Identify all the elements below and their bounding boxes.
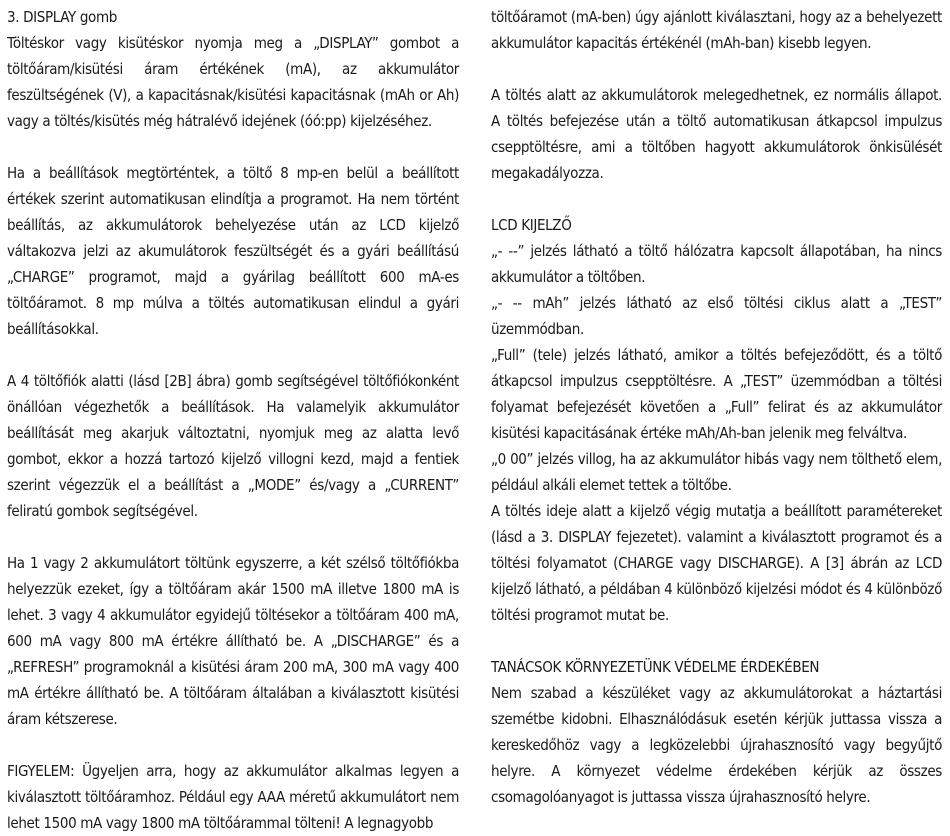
lcd-indicator-test-mode: „- -- mAh” jelzés látható az első töltési ciklus alatt a „TEST” üzemmódban.	[491, 294, 942, 338]
paragraph-auto-start: Ha a beállítások megtörténtek, a töltő 8 mp-en belül a beállított értékek szerint automatikusan elindítja a programot. Ha nem történt beállítás, az akkumulátorok behelyezése után az LCD kijelző váltakozva jelzi az akumulátorok feszültségét és a gyári beállítású „CHARGE” programot, majd a gyárilag beállított 600 mA-es töltőáramot. 8 mp múlva a töltés automatikusan elindul a gyári beállításokkal.	[7, 164, 459, 338]
lcd-indicator-full: „Full” (tele) jelzés látható, amikor a töltés befejeződött, és a töltő átkapcsol impulzus csepptöltésre. A „TEST” üzemmódban a töltési folyamat befejezését követően a „Full” felirat és az akkumulátor kisütési kapacitásának értéke mAh/Ah-ban jelenik meg felváltva.	[491, 346, 942, 442]
paragraph-gap	[7, 524, 459, 550]
section-heading-environment: TANÁCSOK KÖRNYEZETÜNK VÉDELME ÉRDEKÉBEN	[491, 658, 820, 676]
right-column	[491, 4, 942, 810]
paragraph-gap	[491, 56, 942, 82]
paragraph-charge-currents: Ha 1 vagy 2 akkumulátort töltünk egyszerre, a két szélső töltőfiókba helyezzük ezeket, így a töltőáram akár 1500 mA illetve 1800 mA is lehet. 3 vagy 4 akkumulátor egyidejű töltésekor a töltőáram 400 mA, 600 mA vagy 800 mA értékre állítható be. A „DISCHARGE” és a „REFRESH” programoknál a kisütési áram 200 mA, 300 mA vagy 400 mA értékre állítható be. A töltőáram általában a kiválasztott kisütési áram kétszerese.	[7, 554, 459, 728]
paragraph-gap	[491, 628, 942, 654]
paragraph-heating-trickle: A töltés alatt az akkumulátorok melegedhetnek, ez normális állapot. A töltés befejezése után a töltő automatikusan átkapcsol impulzus csepptöltésre, ami a töltőben hagyott akkumulátorok önkisülését megakadályozza.	[491, 86, 942, 182]
lcd-indicator-no-battery: „- --” jelzés látható a töltő hálózatra kapcsolt állapotában, ha nincs akkumulátor a töltőben.	[491, 242, 942, 286]
lcd-indicator-error: „0 00” jelzés villog, ha az akkumulátor hibás vagy nem tölthető elem, például alkáli elemet tettek a töltőbe.	[491, 450, 942, 494]
paragraph-environment: Nem szabad a készüléket vagy az akkumulátorokat a háztartási szemétbe kidobni. Elhasználódásuk esetén kérjük juttassa vissza a kereskedőhöz vagy a legközelebbi újrahasznosító vagy begyűjtő helyre. A környezet védelme érdekében kérjük az összes csomagolóanyagot is juttassa vissza újrahasznosító helyre.	[491, 684, 942, 806]
paragraph-gap	[7, 732, 459, 758]
paragraph-gap	[491, 186, 942, 212]
section-heading-display-button: 3. DISPLAY gomb	[7, 8, 117, 26]
lcd-indicator-parameters: A töltés ideje alatt a kijelző végig mutatja a beállított paramétereket (lásd a 3. DISPLAY fejezetet). valamint a kiválasztott programot és a töltési folyamatot (CHARGE vagy DISCHARGE). A [3] ábrán az LCD kijelző látható, a példában 4 különböző kijelzési módot és 4 különböző töltési programot mutat be.	[491, 502, 942, 624]
paragraph-gap	[7, 134, 459, 160]
left-column	[7, 4, 459, 836]
paragraph-warning: FIGYELEM: Ügyeljen arra, hogy az akkumulátor alkalmas legyen a kiválasztott töltőáramhoz. Például egy AAA méretű akkumulátort nem lehet 1500 mA vagy 1800 mA töltőárammal tölteni! A legnagyobb	[7, 762, 459, 832]
paragraph-display-usage: Töltéskor vagy kisütéskor nyomja meg a „DISPLAY” gombot a töltőáram/kisütési áram értékének (mA), az akkumulátor feszültségének (V), a kapacitásnak/kisütési kapacitásnak (mAh or Ah) vagy a töltés/kisütés még hátralévő idejének (óó:pp) kijelzéséhez.	[7, 34, 459, 130]
paragraph-gap	[7, 342, 459, 368]
section-heading-lcd: LCD KIJELZŐ	[491, 216, 572, 234]
paragraph-slot-settings: A 4 töltőfiók alatti (lásd [2B] ábra) gomb segítségével töltőfiókonként önállóan végezhetők a beállítások. Ha valamelyik akkumulátor beállítását meg akarjuk változtatni, nyomjuk meg az alatta levő gombot, ekkor a hozzá tartozó kijelző villogni kezd, majd a fentiek szerint végezzük el a beállítást a „MODE” és/vagy a „CURRENT” feliratú gombok segítségével.	[7, 372, 459, 520]
paragraph-warning-continued: töltőáramot (mA-ben) úgy ajánlott kiválasztani, hogy az a behelyezett akkumulátor kapacitás értékénél (mAh-ban) kisebb legyen.	[491, 8, 942, 52]
